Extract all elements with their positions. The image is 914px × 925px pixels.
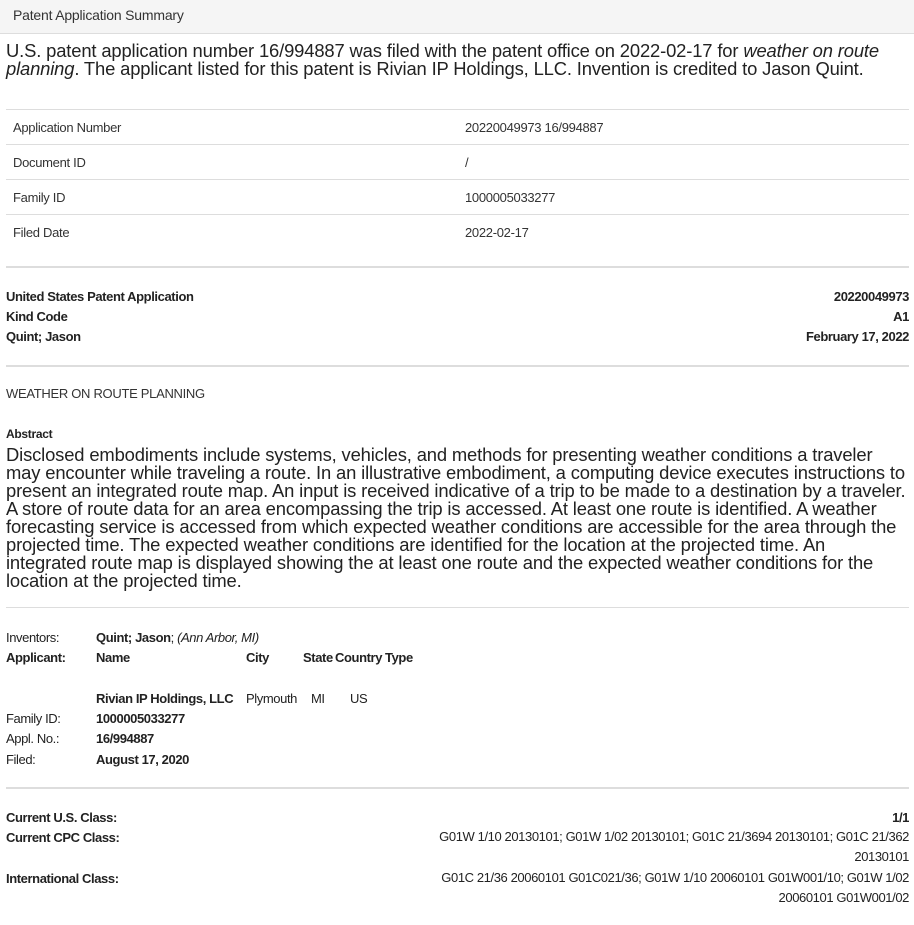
pub-header-row-1 [6, 289, 909, 307]
filed-value: August 17, 2020 [96, 752, 189, 767]
applicant-label: Applicant: [6, 650, 66, 665]
summary-row-application-number [6, 109, 909, 144]
summary-value: 20220049973 16/994887 [465, 120, 604, 135]
inventor-location: (Ann Arbor, MI) [177, 630, 259, 645]
kind-code-label: Kind Code [6, 309, 68, 324]
intro-text-end: . The applicant listed for this patent is Rivian IP Holdings, LLC. Invention is credited to Jason Quint. [74, 58, 864, 79]
pub-header-row-3 [6, 329, 909, 347]
summary-value: 1000005033277 [465, 190, 556, 205]
summary-key: Document ID [13, 155, 86, 170]
section-divider [6, 266, 909, 268]
family-id-value: 1000005033277 [96, 711, 185, 726]
inventors-label: Inventors: [6, 630, 60, 645]
intro-text-start: U.S. patent application number 16/994887 was filed with the patent office on 2022-02-17 for [6, 40, 744, 61]
appl-no-label: Appl. No.: [6, 731, 60, 746]
pub-date: February 17, 2022 [805, 329, 909, 344]
abstract-text: Disclosed embodiments include systems, vehicles, and methods for presenting weather conditions a traveler may encounter while traveling a route. In an illustrative embodiment, a computing device executes instructions to present an integrated route map. An input is received indicative of a trip to be made to a destination by a traveler. A store of route data for an area encompassing the trip is accessed. At least one route is identified. A weather forecasting service is accessed from which expected weather conditions are accessible for the area through the projected time. The expected weather conditions are identified for the location at the projected time. An integrated route map is displayed showing the at least one route and the expected weather conditions for the location at the projected time. [6, 444, 906, 591]
intl-class-value: G01C 21/36 20060101 G01C021/36; G01W 1/10 20060101 G01W001/10; G01W 1/02 20060101 G01W001/02 [441, 870, 909, 905]
us-class-label: Current U.S. Class: [6, 810, 117, 825]
summary-row-family-id [6, 179, 909, 214]
summary-key: Filed Date [13, 225, 70, 240]
summary-header-title: Patent Application Summary [13, 7, 184, 23]
section-divider [6, 787, 909, 789]
cpc-class-value: G01W 1/10 20130101; G01W 1/02 20130101; G01C 21/3694 20130101; G01C 21/362 20130101 [439, 829, 909, 864]
inventor-name: Quint; Jason [96, 630, 171, 645]
intro-paragraph [6, 42, 906, 78]
filed-label: Filed: [6, 752, 36, 767]
applicant-col-name: Name [96, 650, 130, 665]
abstract-heading: Abstract [6, 427, 53, 441]
us-class-value: 1/1 [892, 810, 909, 825]
summary-row-filed-date [6, 214, 909, 249]
cpc-class-label: Current CPC Class: [6, 830, 120, 845]
applicant-name: Rivian IP Holdings, LLC [96, 691, 234, 706]
family-id-label: Family ID: [6, 711, 61, 726]
applicant-col-state: State [303, 650, 333, 665]
inventors-value [96, 630, 259, 645]
inventor-separator: ; [170, 630, 178, 645]
applicant-country: US [350, 691, 368, 706]
pub-header-row-2 [6, 309, 909, 327]
intl-class-label: International Class: [6, 871, 119, 886]
intro-invention-title: weather on route planning [6, 40, 879, 79]
summary-key: Application Number [13, 120, 122, 135]
pub-number: 20220049973 [833, 289, 909, 304]
section-divider [6, 607, 909, 608]
applicant-col-type: Type [385, 650, 413, 665]
summary-key: Family ID [13, 190, 66, 205]
summary-value: 2022-02-17 [465, 225, 529, 240]
applicant-col-city: City [246, 650, 269, 665]
pub-type-label: United States Patent Application [6, 289, 194, 304]
applicant-col-country: Country [335, 650, 383, 665]
document-title: WEATHER ON ROUTE PLANNING [6, 386, 205, 401]
appl-no-value: 16/994887 [96, 731, 154, 746]
section-divider [6, 365, 909, 367]
summary-row-document-id [6, 144, 909, 179]
summary-value: / [465, 155, 469, 170]
applicant-state: MI [311, 691, 325, 706]
kind-code-value: A1 [893, 309, 909, 324]
summary-header [0, 0, 914, 34]
applicant-city: Plymouth [246, 691, 297, 706]
inventor-short: Quint; Jason [6, 329, 81, 344]
